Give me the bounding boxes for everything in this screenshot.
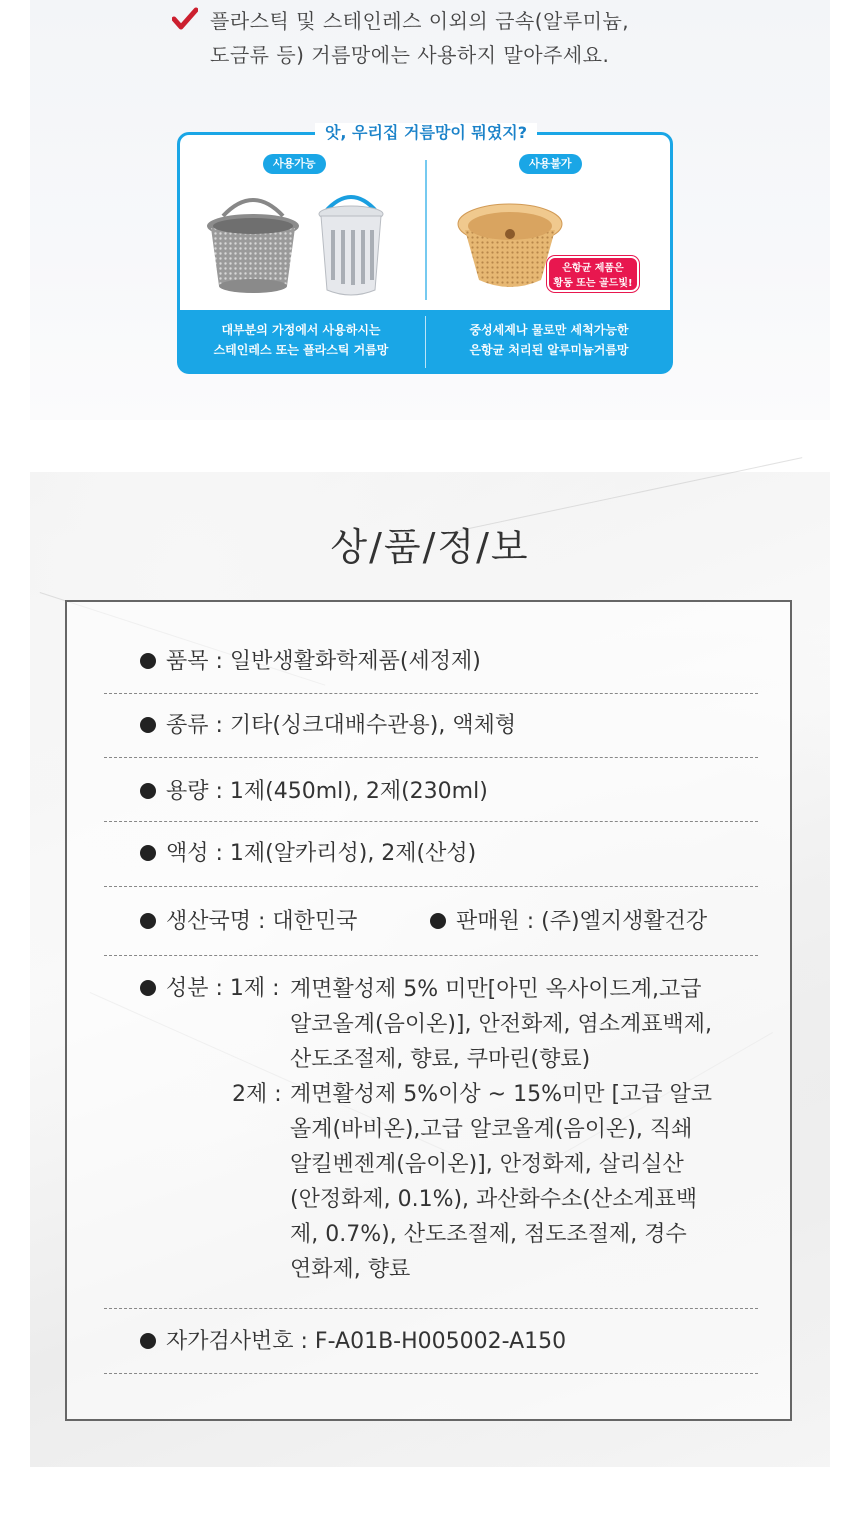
ingredients-part2: 계면활성제 5%이상 ~ 15%미만 [고급 알코 올계(바비온),고급 알코올계(음이온), 직쇄 알킬벤젠계(음이온)], 안정화제, 살리실산 (안정화제, 0.1%), 과산화수소(산소계표백 제, 0.7%), 산도조절제, 점도조절제, 경수 연화제, 향료: [290, 1082, 713, 1282]
card-captions: [177, 310, 673, 374]
usable-pill: 사용가능: [263, 154, 326, 174]
ingredients-row: 성분 : 1제 :: [140, 976, 280, 1002]
bullet-icon: [430, 913, 446, 929]
ingredients-part1: 계면활성제 5% 미만[아민 옥사이드계,고급 알코올계(음이온)], 안전화제, 염소계표백제, 산도조절제, 향료, 쿠마린(향료): [290, 977, 713, 1072]
bullet-icon: [140, 980, 156, 996]
inspection-row: 자가검사번호 : F-A01B-H005002-A150: [140, 1329, 566, 1355]
ingredients-part2-label: 2제 :: [232, 1082, 282, 1107]
card-divider: [425, 160, 427, 300]
bullet-icon: [140, 1333, 156, 1349]
usable-caption: 대부분의 가정에서 사용하시는 스테인레스 또는 플라스틱 거름망: [213, 323, 389, 357]
stainless-strainer-image: [203, 186, 303, 302]
divider: [104, 886, 758, 887]
strainer-guide-card: [175, 120, 677, 374]
seller-row: 판매원 : (주)엘지생활건강: [430, 909, 707, 935]
check-icon: [172, 6, 198, 32]
divider: [104, 757, 758, 758]
type-row: 종류 : 기타(싱크대배수관용), 액체형: [140, 713, 516, 739]
product-info-table: [65, 600, 792, 1421]
bullet-icon: [140, 717, 156, 733]
warning-text: 플라스틱 및 스테인레스 이외의 금속(알루미늄, 도금류 등) 거름망에는 사용하지 말아주세요.: [210, 9, 630, 67]
bullet-icon: [140, 653, 156, 669]
bullet-icon: [140, 845, 156, 861]
page-title: 상/품/정/보: [330, 525, 530, 569]
item-row: 품목 : 일반생활화학제품(세정제): [140, 649, 481, 675]
capacity-row: 용량 : 1제(450ml), 2제(230ml): [140, 779, 488, 805]
ph-row: 액성 : 1제(알카리성), 2제(산성): [140, 841, 476, 867]
unusable-caption: 중성세제나 물로만 세척가능한 은항균 처리된 알루미늄거름망: [469, 323, 629, 357]
divider: [104, 693, 758, 694]
divider: [104, 1373, 758, 1374]
divider: [104, 821, 758, 822]
gold-badge: 은항균 제품은 황동 또는 골드빛!: [547, 256, 639, 292]
bullet-icon: [140, 913, 156, 929]
plastic-strainer-image: [315, 190, 387, 302]
divider: [104, 1308, 758, 1309]
origin-row: 생산국명 : 대한민국: [140, 909, 357, 935]
divider: [104, 955, 758, 956]
product-info-section: [30, 472, 830, 1467]
bullet-icon: [140, 783, 156, 799]
unusable-pill: 사용불가: [519, 154, 582, 174]
card-title: 앗, 우리집 거름망이 뭐였지?: [175, 120, 677, 143]
